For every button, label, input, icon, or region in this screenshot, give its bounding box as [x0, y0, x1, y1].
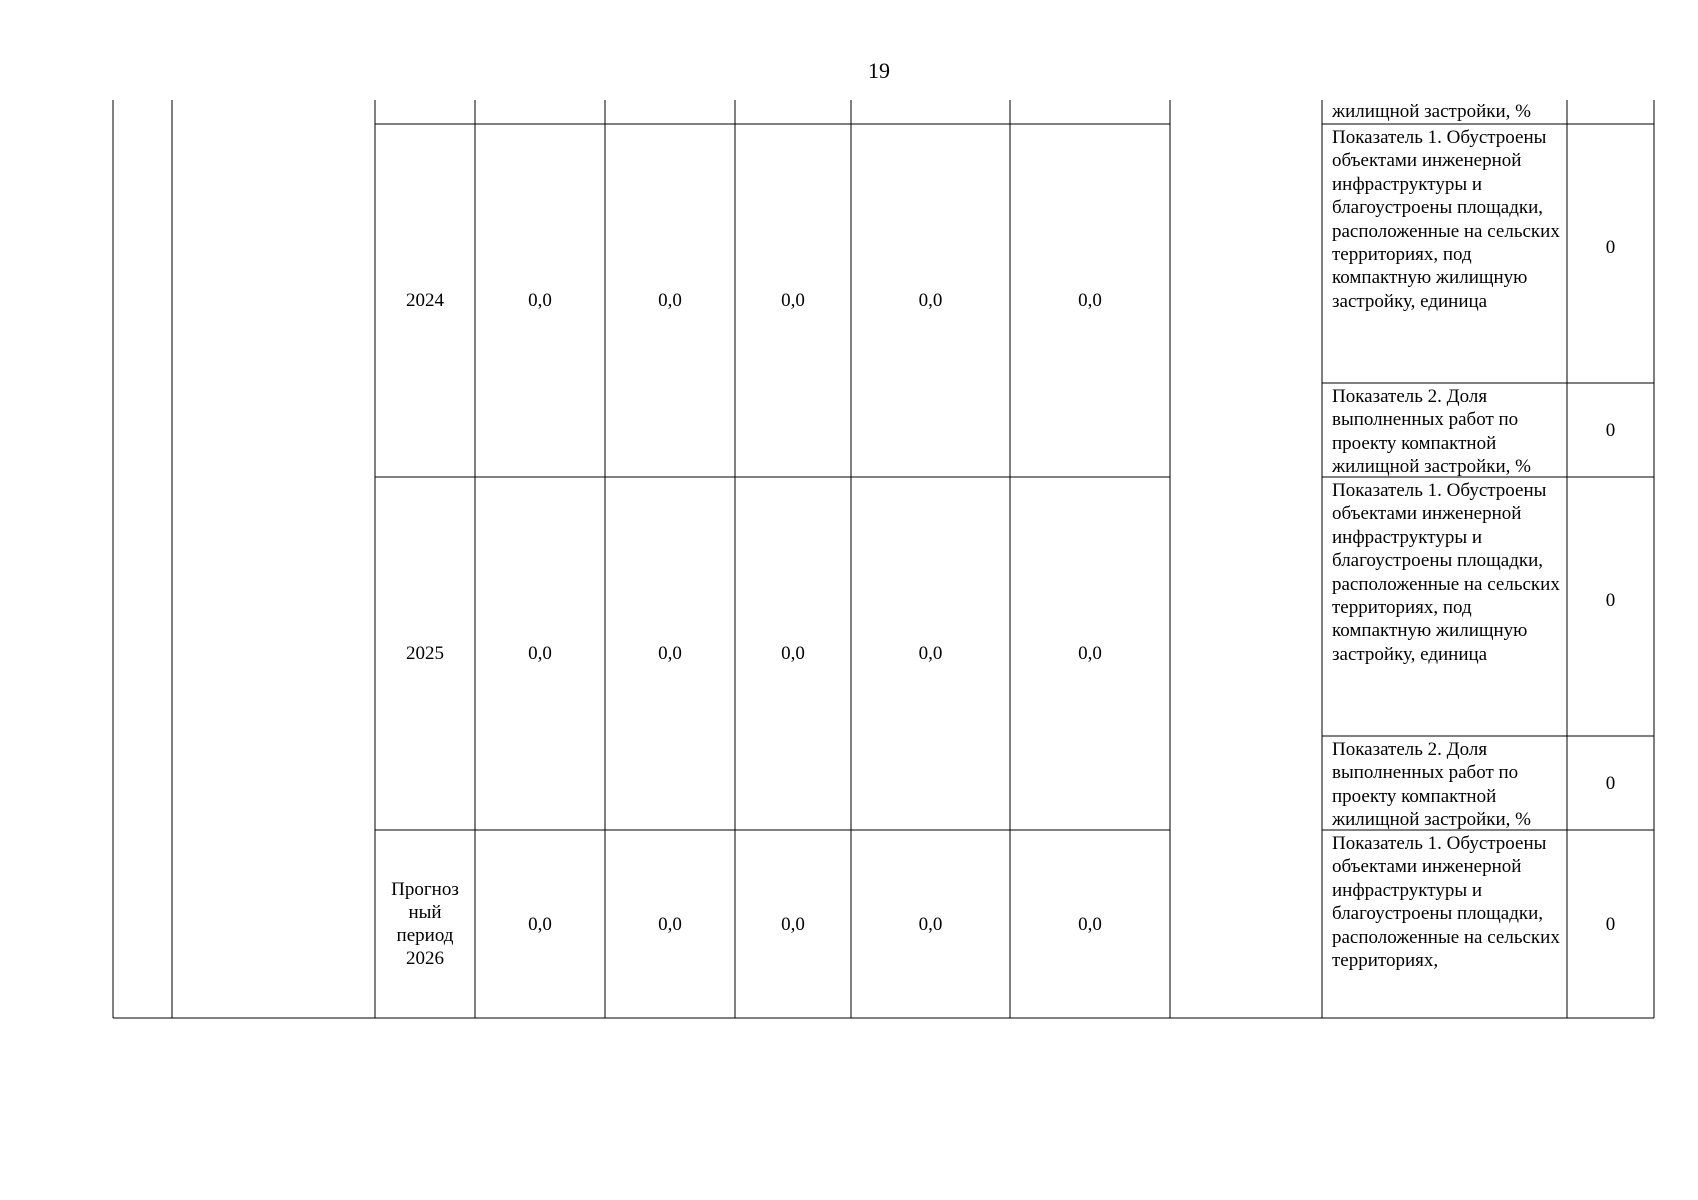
value-cell: 0,0	[918, 290, 943, 311]
indicator-value: 0	[1605, 419, 1616, 441]
value-cell: 0,0	[781, 290, 805, 311]
value-cell: 0,0	[528, 643, 552, 664]
value-cell: 0,0	[1078, 913, 1102, 935]
indicator-value: 0	[1605, 913, 1616, 935]
indicator-value: 0	[1605, 237, 1616, 258]
indicator-text: Показатель 1. Обустроены объектами инженерной инфраструктуры и благоустроены площадки, расположенные на сельских территориях,	[1332, 833, 1560, 972]
value-cell: 0,0	[658, 913, 682, 935]
value-cell: 0,0	[528, 290, 552, 311]
indicator-value: 0	[1605, 590, 1616, 611]
indicator-text-partial: жилищной застройки, %	[1332, 101, 1531, 122]
value-cell: 0,0	[781, 643, 805, 664]
year-cell-2025: 2025	[406, 643, 444, 664]
value-cell: 0,0	[918, 643, 943, 664]
indicator-text: Показатель 1. Обустроены объектами инженерной инфраструктуры и благоустроены площадки, расположенные на сельских территориях, под компактную жилищную застройку, единица	[1332, 127, 1560, 312]
year-cell-2024: 2024	[406, 290, 444, 311]
value-cell: 0,0	[658, 290, 682, 311]
indicator-value: 0	[1605, 772, 1616, 794]
indicator-text: Показатель 2. Доля выполненных работ по проекту компактной жилищной застройки, %	[1332, 386, 1531, 478]
indicator-text: Показатель 2. Доля выполненных работ по проекту компактной жилищной застройки, %	[1332, 739, 1531, 831]
value-cell: 0,0	[918, 913, 943, 935]
page-number: 19	[868, 58, 890, 83]
value-cell: 0,0	[1078, 290, 1102, 311]
year-cell-forecast-2026: Прогноз ный период 2026	[391, 879, 459, 969]
value-cell: 0,0	[1078, 643, 1102, 664]
indicator-text: Показатель 1. Обустроены объектами инженерной инфраструктуры и благоустроены площадки, расположенные на сельских территориях, под компактную жилищную застройку, единица	[1332, 480, 1560, 665]
value-cell: 0,0	[528, 913, 552, 935]
value-cell: 0,0	[781, 913, 805, 935]
value-cell: 0,0	[658, 643, 682, 664]
